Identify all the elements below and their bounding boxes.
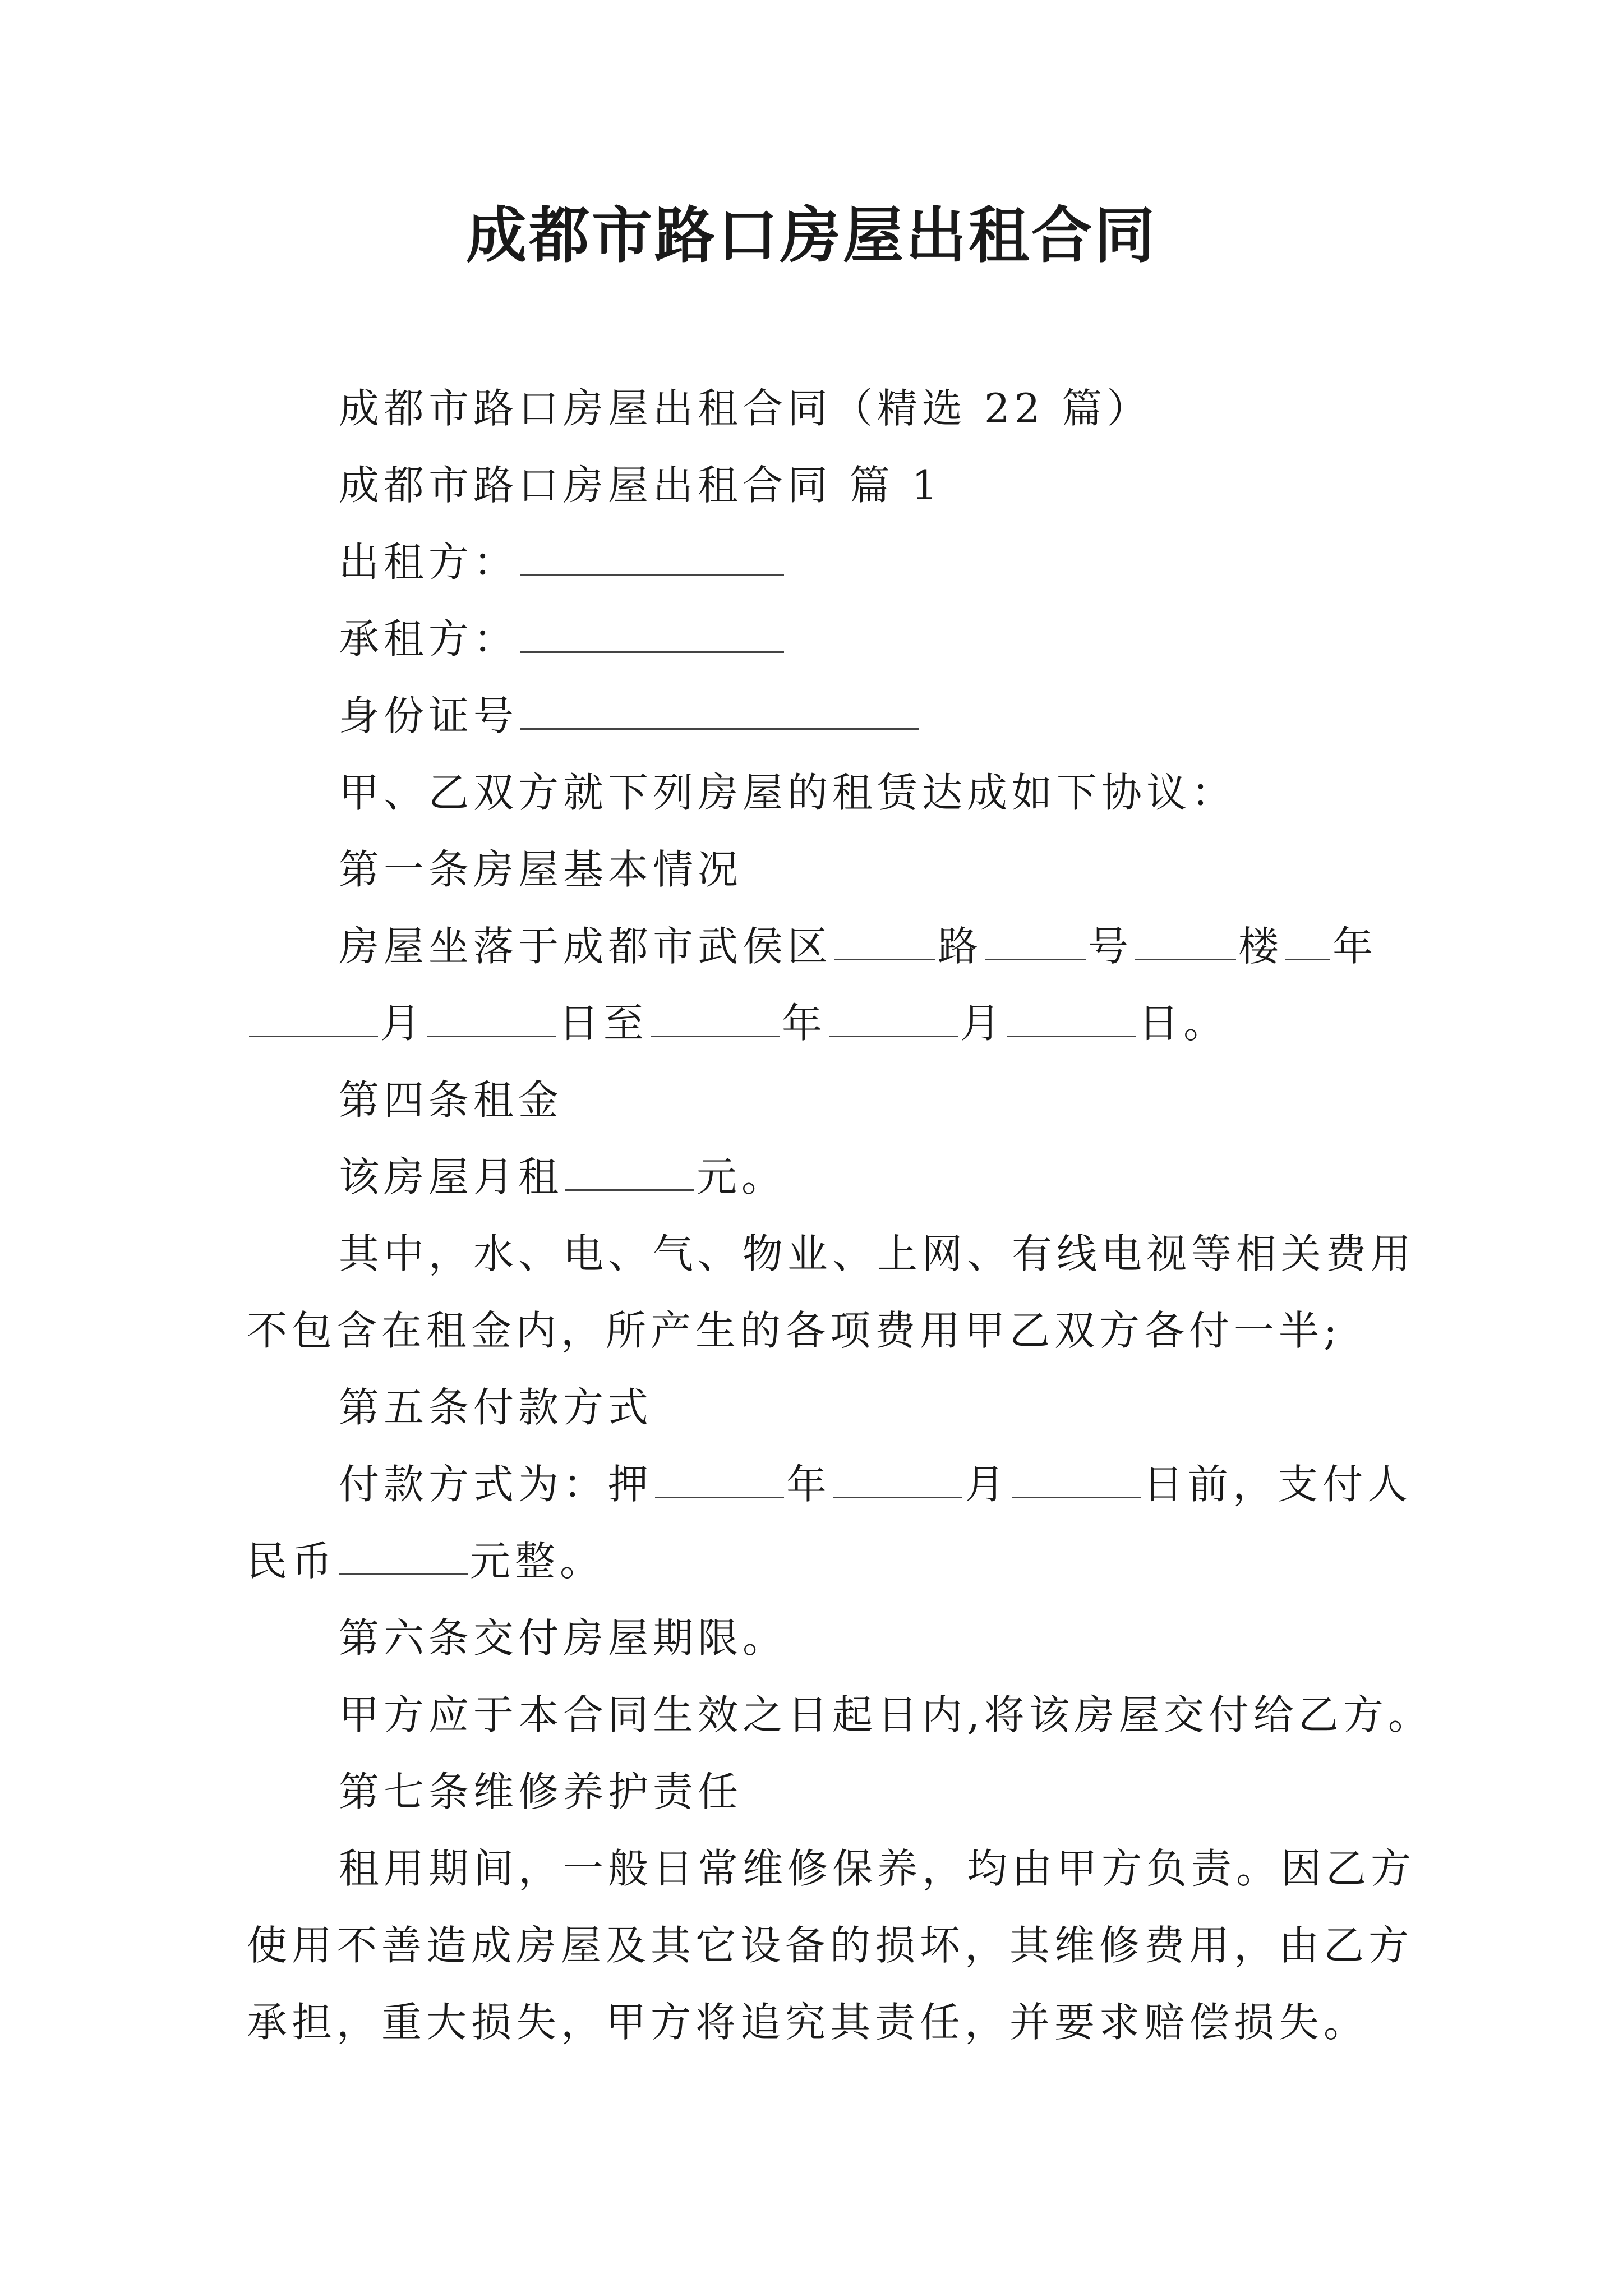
- building-blank: [1135, 925, 1236, 960]
- article-7-heading: 第七条维修养护责任: [339, 1768, 743, 1815]
- address-line: [247, 908, 1391, 985]
- article-4-heading: 第四条租金: [339, 1076, 564, 1124]
- rent-blank: [565, 1156, 694, 1191]
- payment-line-2: [247, 1523, 1391, 1600]
- rent-line: [247, 1139, 1391, 1216]
- end-month-blank: [829, 1002, 958, 1037]
- address-year: 年: [1332, 923, 1378, 970]
- fees-line-2: 不包含在租金内，所产生的各项费用甲乙双方各付一半;: [247, 1307, 1342, 1354]
- end-day-blank: [1007, 1002, 1136, 1037]
- pay-year-blank: [655, 1463, 784, 1498]
- rent-prefix: 该房屋月租: [339, 1153, 564, 1200]
- payment-year: 年: [786, 1461, 832, 1508]
- id-label: 身份证号: [339, 692, 519, 739]
- pay-amount-blank: [339, 1540, 468, 1575]
- article-5-heading: 第五条付款方式: [339, 1384, 653, 1431]
- fees-line-1: 其中，水、电、气、物业、上网、有线电视等相关费用: [339, 1230, 1416, 1277]
- document-body: [247, 370, 1433, 2061]
- date-month: 月: [380, 1000, 426, 1047]
- id-line: [247, 678, 1391, 754]
- pay-month-blank: [833, 1463, 962, 1498]
- subtitle-line: 成都市路口房屋出租合同（精选 22 篇）: [339, 385, 1152, 432]
- payment-currency: 民币: [247, 1538, 337, 1585]
- article-7-line-1: 租用期间，一般日常维修保养，均由甲方负责。因乙方: [339, 1845, 1416, 1892]
- year-blank: [1285, 925, 1330, 960]
- payment-month: 月: [965, 1461, 1010, 1508]
- address-building: 楼: [1238, 923, 1284, 970]
- date-day-to: 日至: [559, 1000, 649, 1047]
- address-number: 号: [1088, 923, 1133, 970]
- chapter-line: 成都市路口房屋出租合同 篇 1: [339, 462, 942, 509]
- month-blank: [249, 1002, 378, 1037]
- pay-day-blank: [1012, 1463, 1141, 1498]
- agreement-intro: 甲、乙双方就下列房屋的租赁达成如下协议：: [339, 769, 1237, 816]
- date-month-2: 月: [960, 1000, 1006, 1047]
- payment-prefix: 付款方式为：押: [339, 1461, 653, 1508]
- article-7-line-3: 承担，重大损失，甲方将追究其责任，并要求赔偿损失。: [247, 1999, 1369, 2046]
- date-year: 年: [782, 1000, 827, 1047]
- lessee-line: [247, 601, 1391, 678]
- address-road: 路: [938, 923, 983, 970]
- lessor-line: [247, 524, 1391, 601]
- date-day-end: 日。: [1138, 1000, 1229, 1047]
- article-1-heading: 第一条房屋基本情况: [339, 846, 743, 893]
- document-title: 成都市路口房屋出租合同: [465, 200, 1157, 271]
- lessee-label: 承租方：: [339, 615, 519, 662]
- lessee-blank: [520, 618, 784, 653]
- article-6-body: 甲方应于本合同生效之日起日内,将该房屋交付给乙方。: [339, 1691, 1433, 1738]
- address-prefix: 房屋坐落于成都市武侯区: [339, 923, 833, 970]
- id-blank: [520, 694, 919, 730]
- rent-suffix: 元。: [697, 1153, 787, 1200]
- article-6-heading: 第六条交付房屋期限。: [339, 1614, 788, 1662]
- lessor-blank: [520, 541, 784, 576]
- payment-suffix: 元整。: [470, 1538, 605, 1585]
- road-blank: [834, 925, 935, 960]
- payment-day: 日前，支付人: [1143, 1461, 1413, 1508]
- date-range-line: [247, 985, 1391, 1062]
- number-blank: [985, 925, 1086, 960]
- day-blank: [427, 1002, 556, 1037]
- article-7-line-2: 使用不善造成房屋及其它设备的损坏，其维修费用，由乙方: [247, 1922, 1414, 1969]
- payment-line-1: [247, 1446, 1413, 1523]
- end-year-blank: [651, 1002, 780, 1037]
- lessor-label: 出租方：: [339, 539, 519, 586]
